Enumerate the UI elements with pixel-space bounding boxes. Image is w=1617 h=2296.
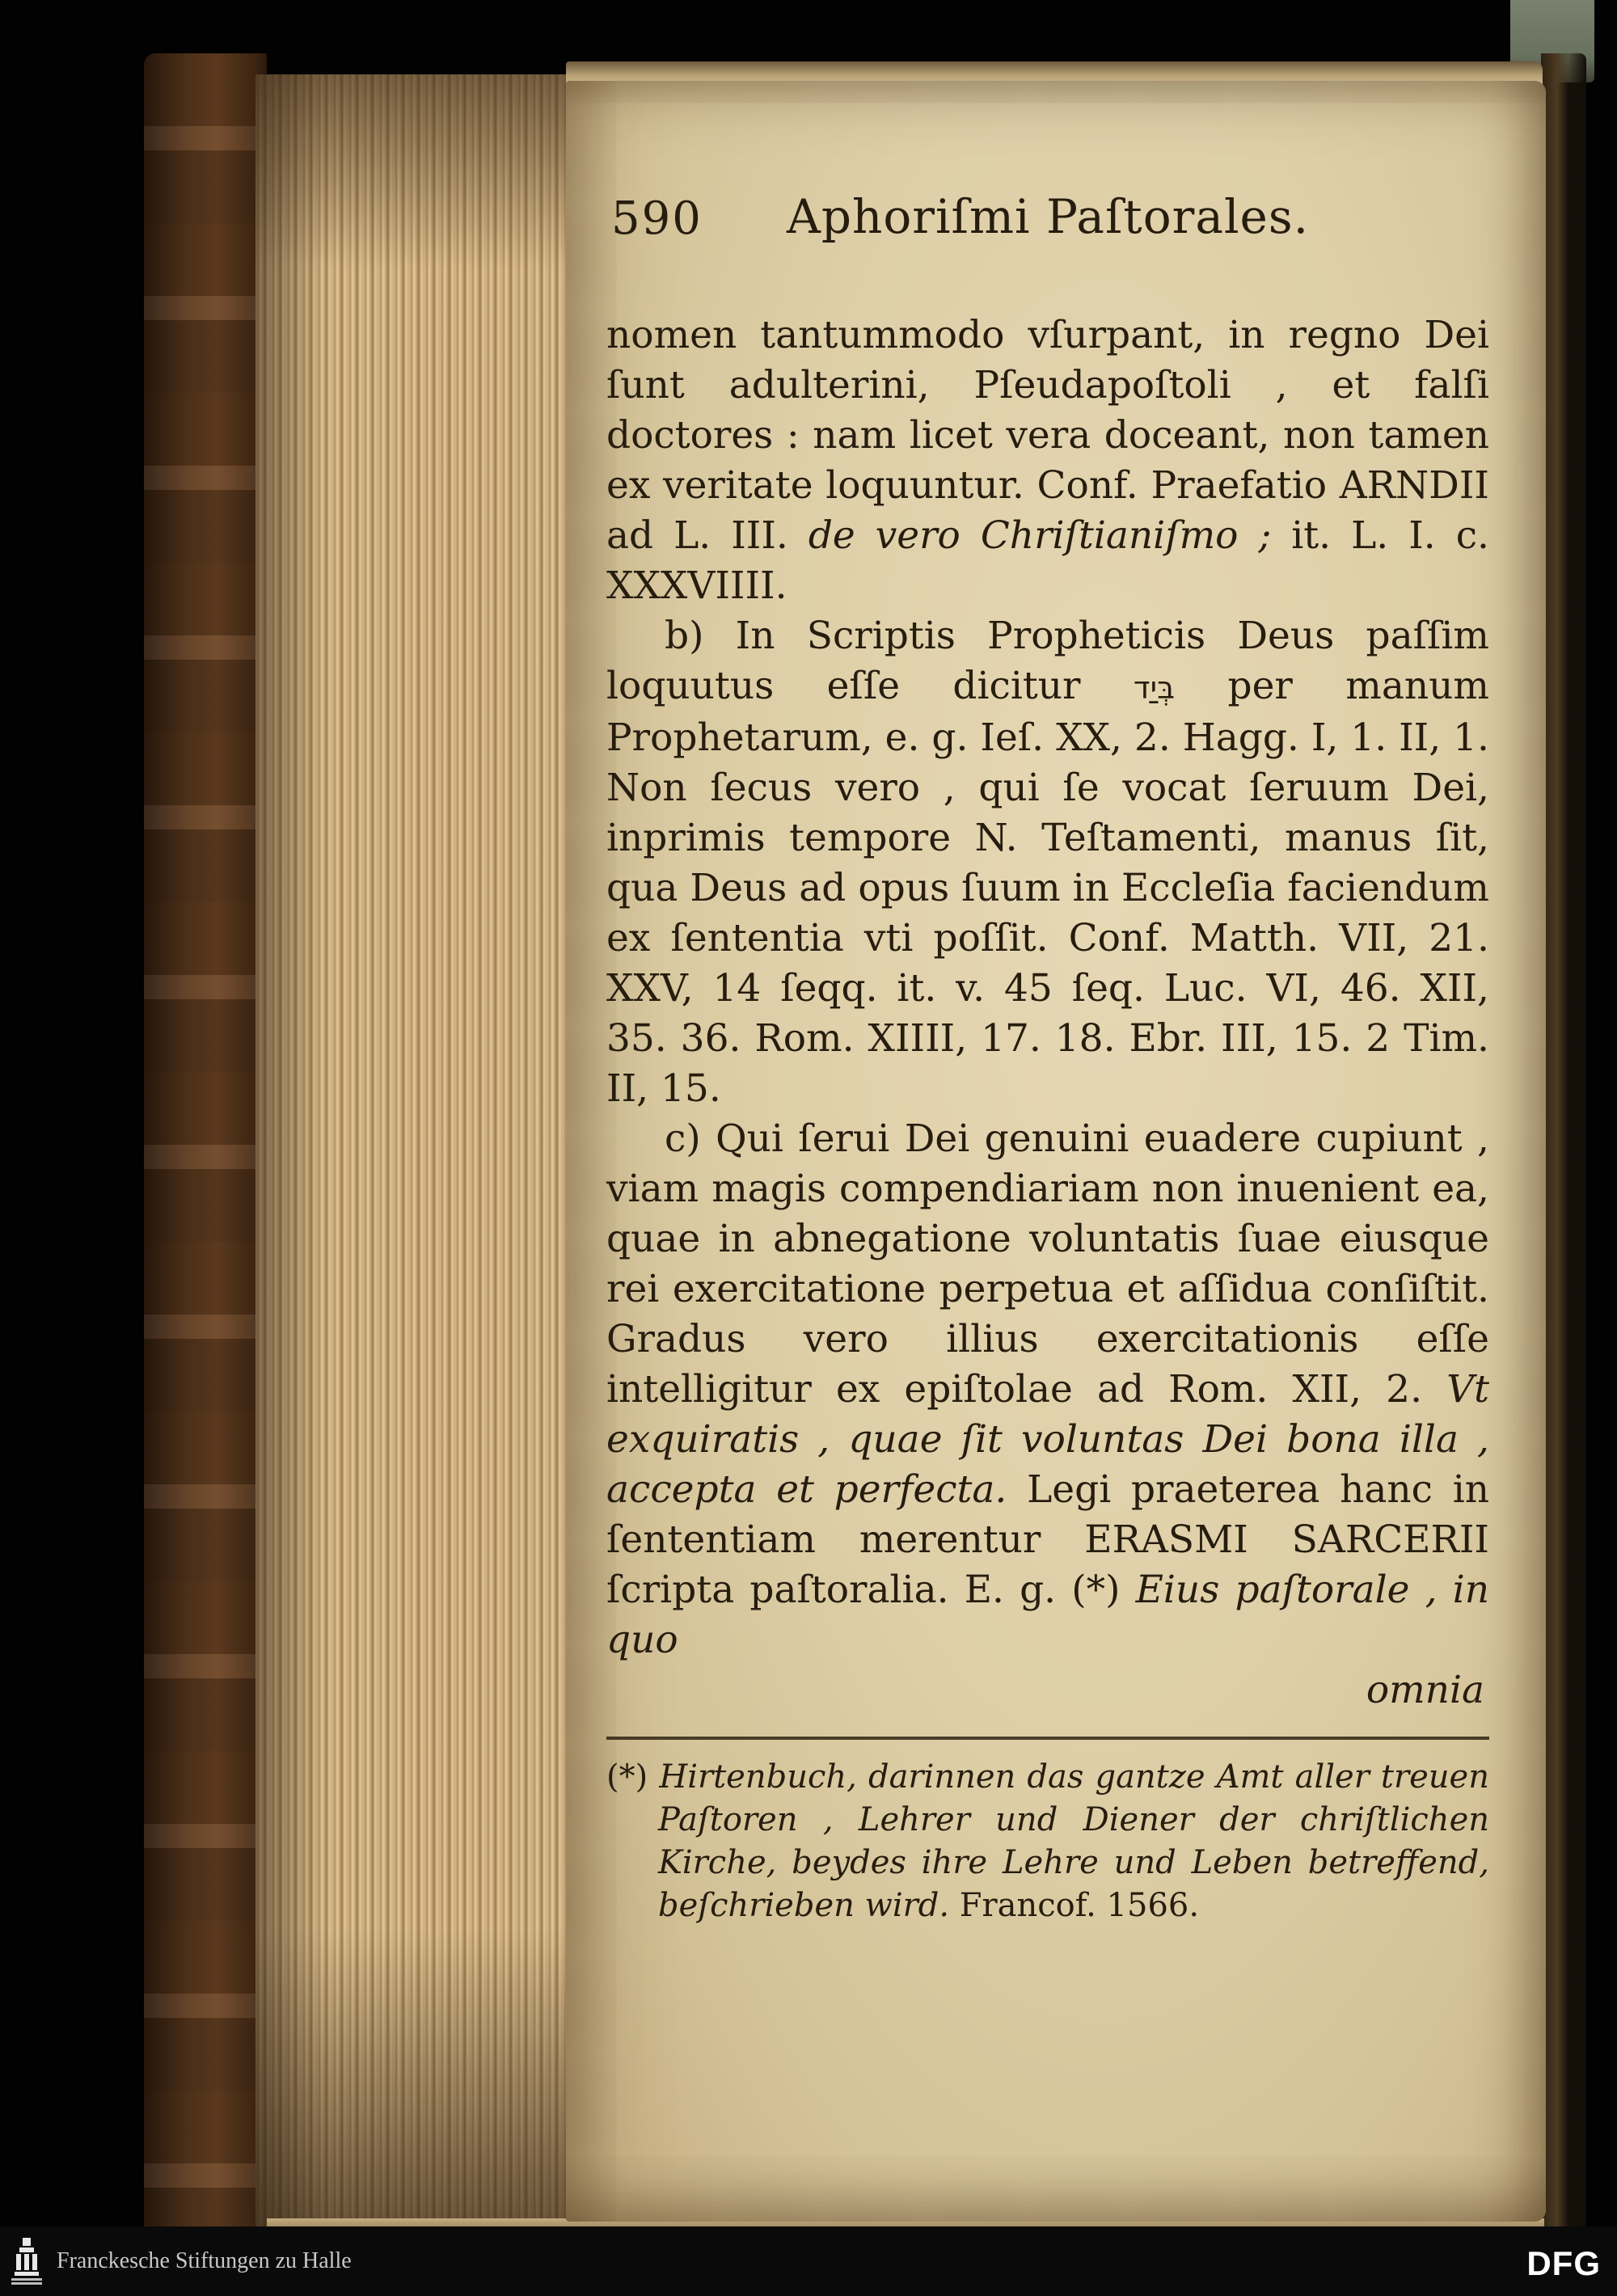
- book-page: [566, 81, 1546, 2222]
- right-page-stack: [1541, 53, 1586, 2241]
- text-segment: c) Qui ſerui Dei genuini euadere cupiunt , viam magis compendiariam non inuenient ea, quae in abnegatione voluntatis ſuae eiusque rei exercitatione perpetua et aſſidua conſiſtit. Gradus vero illius exercitationis eſſe intelligitur ex epiſtolae ad Rom. XII, 2.: [606, 1116, 1489, 1412]
- paragraph-b: [606, 611, 1489, 1114]
- viewer-footer-bar: [0, 2226, 1617, 2296]
- fanned-page-edges: [255, 74, 572, 2231]
- book-spine: [144, 53, 267, 2241]
- hebrew-word: בְּיַד: [1133, 670, 1176, 706]
- text-segment: Legi praeterea hanc in ſententiam merentur ERASMI SARCERII ſcripta paſtoralia. E. g. (*): [606, 1467, 1489, 1612]
- catchword: omnia: [1366, 1668, 1484, 1712]
- footnote: [606, 1756, 1489, 1927]
- page-content: [566, 81, 1546, 1927]
- text-segment-italic: de vero Chriſtianiſmo ;: [808, 513, 1272, 558]
- page-number: 590: [611, 192, 703, 245]
- dfg-logo: DFG: [1526, 2244, 1601, 2282]
- footnote-separator: [606, 1737, 1489, 1740]
- footnote-marker: (*): [606, 1758, 660, 1796]
- text-segment: per manum Prophetarum, e. g. Ieſ. XX, 2. Hagg. I, 1. II, 1. Non ſecus vero , qui ſe vocat ſeruum Dei, inprimis tempore N. Teſtamenti, manus ſit, qua Deus ad opus ſuum in Eccleſia faciendum ex ſententia vti poſſit. Conf. Matth. VII, 21. XXV, 14 ſeqq. it. v. 45 ſeq. Luc. VI, 46. XII, 35. 36. Rom. XIIII, 17. 18. Ebr. III, 15. 2 Tim. II, 15.: [606, 664, 1489, 1111]
- text-segment: nomen tantummodo vſurpant, in regno Dei ſunt adulterini, Pſeudapoſtoli , et falſi doctores : nam licet vera doceant, non tamen ex veritate loquuntur. Conf. Praefatio ARNDII ad L. III.: [606, 313, 1489, 558]
- page-header: [606, 189, 1489, 246]
- footnote-text-roman: Francof. 1566.: [959, 1887, 1200, 1924]
- text-segment-italic: Eius paſtorale , in quo: [606, 1568, 1489, 1662]
- institution-label: Franckesche Stiftungen zu Halle: [57, 2248, 352, 2273]
- paragraph-continuation: [606, 310, 1489, 611]
- body-text: [606, 310, 1489, 1716]
- text-segment: it. L. I. c. XXXVIIII.: [606, 513, 1489, 608]
- institution-group: [8, 2236, 352, 2286]
- paragraph-c: [606, 1114, 1489, 1665]
- text-segment-italic: Vt exquiratis , quae ſit voluntas Dei bona illa , accepta et perfecta.: [606, 1367, 1489, 1512]
- text-segment: b) In Scriptis Propheticis Deus paſſim loquutus eſſe dicitur: [606, 614, 1489, 708]
- footnote-text-italic: Hirtenbuch, darinnen das gantze Amt aller treuen Paſtoren , Lehrer und Diener der chriſtlichen Kirche, beydes ihre Lehre und Leben betreffend, beſchrieben wird.: [658, 1758, 1489, 1924]
- running-title: Aphoriſmi Paſtorales.: [786, 189, 1310, 244]
- franckesche-stiftungen-logo-icon: [8, 2236, 45, 2286]
